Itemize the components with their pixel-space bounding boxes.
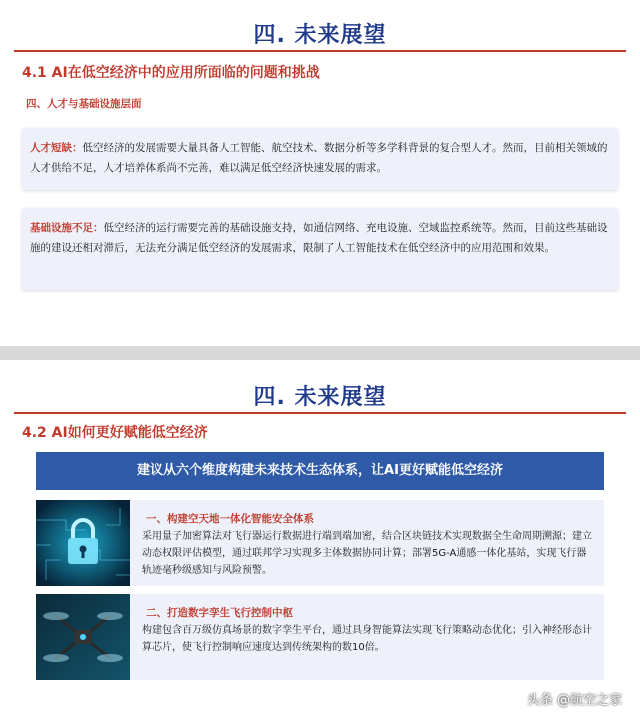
infrastructure-box: [22, 208, 618, 290]
padlock-circuit-image: [36, 500, 130, 586]
section-heading: 4.2 AI如何更好赋能低空经济: [22, 425, 208, 441]
subsection-heading: 四、人才与基础设施层面: [26, 98, 142, 110]
slide-title: 四. 未来展望: [253, 385, 387, 410]
drone-image: [36, 594, 130, 680]
talent-text: 低空经济的发展需要大量具备人工智能、航空技术、数据分析等多学科背景的复合型人才。然而，目前相关领域的人才供给不足，人才培养体系尚不完善，难以满足低空经济快速发展的需求。: [30, 142, 608, 174]
title-divider: [14, 412, 626, 414]
item-heading: 一、构建空天地一体化智能安全体系: [146, 513, 314, 525]
recommendation-banner: 建议从六个维度构建未来技术生态体系，让AI更好赋能低空经济: [36, 452, 604, 490]
item-body: 采用量子加密算法对飞行器运行数据进行端到端加密，结合区块链技术实现数据全生命周期溯源；建立动态权限评估模型，通过联邦学习实现多主体数据协同计算；部署5G-A通感一体化基站，实现飞行器轨迹毫秒级感知与风险预警。: [142, 531, 592, 576]
item-body: 构建包含百万级仿真场景的数字孪生平台，通过具身智能算法实现飞行策略动态优化；引入神经形态计算芯片，使飞行控制响应速度达到传统架构的数10倍。: [142, 625, 592, 653]
title-divider: [14, 50, 626, 52]
slide-4-2: [0, 360, 640, 722]
section-heading: 4.1 AI在低空经济中的应用所面临的问题和挑战: [22, 65, 320, 81]
slide-4-1: [0, 0, 640, 346]
infrastructure-text: 低空经济的运行需要完善的基础设施支持，如通信网络、充电设施、空域监控系统等。然而，目前这些基础设施的建设还相对滞后，无法充分满足低空经济的发展需求，限制了人工智能技术在低空经济中的应用范围和效果。: [30, 222, 608, 254]
item-heading: 二、打造数字孪生飞行控制中枢: [146, 607, 293, 619]
talent-keyword: 人才短缺：: [30, 142, 83, 154]
slide-separator: [0, 346, 640, 360]
talent-box: [22, 128, 618, 190]
slide-title: 四. 未来展望: [253, 23, 387, 48]
source-watermark: 头条 @航空之家: [526, 693, 622, 708]
list-item: [36, 500, 604, 586]
infrastructure-keyword: 基础设施不足：: [30, 222, 104, 234]
list-item: [36, 594, 604, 680]
